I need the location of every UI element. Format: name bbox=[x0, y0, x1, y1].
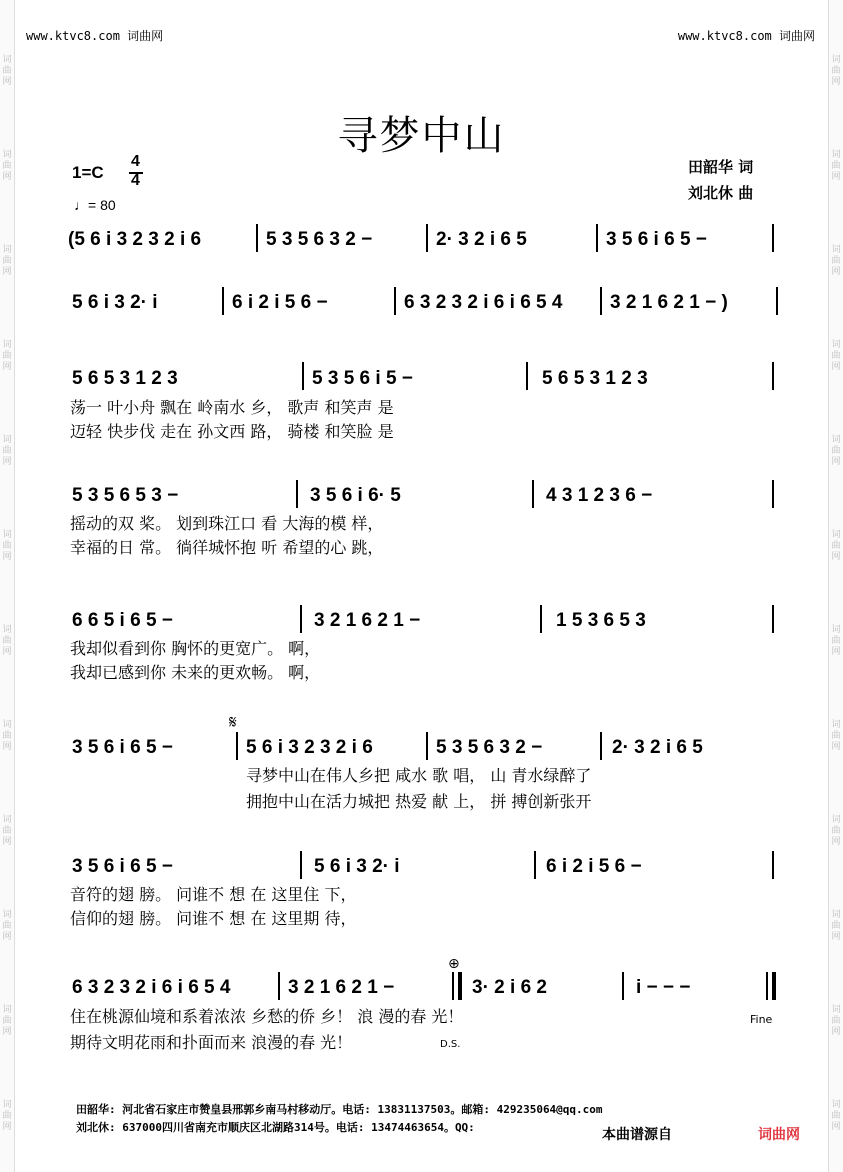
measure-2-3: 6 3 2 3 2 i 6 i 6 5 4 bbox=[404, 292, 563, 313]
tempo-mark: ♩= 80 bbox=[74, 197, 116, 213]
barline bbox=[236, 732, 238, 760]
side-watermark-text: 词 曲 网 bbox=[831, 150, 841, 182]
measure-5-3: 1 5 3 6 5 3 bbox=[556, 610, 646, 631]
side-watermark-text: 词 曲 网 bbox=[2, 340, 12, 372]
lyric-line-5-verse-2: 我却已感到你 未来的更欢畅。 啊， bbox=[70, 663, 321, 682]
side-watermark-text: 词 曲 网 bbox=[831, 1100, 841, 1132]
measure-2-4: 3 2 1 6 2 1 − ) bbox=[610, 292, 728, 313]
lyric-line-7-verse-2: 信仰的翅 膀。 问谁不 想 在 这里期 待， bbox=[70, 909, 357, 928]
lyric-line-8-verse-2: 期待文明花雨和扑面而来 浪漫的春 光！ bbox=[70, 1033, 353, 1052]
side-watermark-text: 词 曲 网 bbox=[831, 245, 841, 277]
lyric-line-4-verse-2: 幸福的日 常。 徜徉城怀抱 听 希望的心 跳， bbox=[70, 538, 384, 557]
measure-7-1: 3 5 6 i 6 5 − bbox=[72, 856, 173, 877]
measure-6-2: 5 6 i 3 2 3 2 i 6 bbox=[246, 737, 373, 758]
side-watermark-text: 词 曲 网 bbox=[831, 340, 841, 372]
barline bbox=[622, 972, 624, 1000]
barline bbox=[772, 224, 774, 252]
barline bbox=[540, 605, 542, 633]
side-watermark-text: 词 曲 网 bbox=[2, 55, 12, 87]
barline bbox=[534, 851, 536, 879]
barline bbox=[776, 287, 778, 315]
left-watermark-strip bbox=[0, 0, 15, 1172]
measure-3-3: 5 6 5 3 1 2 3 bbox=[542, 368, 648, 389]
barline bbox=[772, 362, 774, 390]
barline bbox=[256, 224, 258, 252]
measure-4-3: 4 3 1 2 3 6 − bbox=[546, 485, 653, 506]
composer-credit: 刘北休 曲 bbox=[688, 184, 754, 202]
measure-8-4: i − − − bbox=[636, 977, 691, 998]
site-logo-text[interactable]: 词曲网 bbox=[758, 1127, 800, 1143]
segno-sign: 𝄋 bbox=[229, 712, 237, 733]
barline bbox=[300, 605, 302, 633]
side-watermark-text: 词 曲 网 bbox=[831, 720, 841, 752]
barline bbox=[772, 605, 774, 633]
measure-5-1: 6 6 5 i 6 5 − bbox=[72, 610, 173, 631]
measure-3-1: 5 6 5 3 1 2 3 bbox=[72, 368, 178, 389]
side-watermark-text: 词 曲 网 bbox=[831, 625, 841, 657]
side-watermark-text: 词 曲 网 bbox=[831, 910, 841, 942]
lyric-line-7-verse-1: 音符的翅 膀。 问谁不 想 在 这里住 下， bbox=[70, 885, 357, 904]
side-watermark-text: 词 曲 网 bbox=[2, 1100, 12, 1132]
time-signature-bottom: 4 bbox=[131, 172, 140, 189]
side-watermark-text: 词 曲 网 bbox=[831, 530, 841, 562]
source-label: 本曲谱源自 bbox=[602, 1127, 672, 1143]
barline bbox=[302, 362, 304, 390]
coda-sign: ⊕ bbox=[448, 956, 460, 972]
lyric-line-6-verse-1: 寻梦中山在伟人乡把 咸水 歌 唱， 山 青水绿醉了 bbox=[246, 766, 592, 785]
measure-1-1: (5 6 i 3 2 3 2 i 6 bbox=[68, 229, 202, 250]
measure-8-3: 3· 2 i 6 2 bbox=[472, 977, 547, 998]
lyric-line-8-verse-1: 住在桃源仙境和系着浓浓 乡愁的侨 乡！ 浪 漫的春 光！ bbox=[70, 1007, 464, 1026]
lyricist-credit: 田韶华 词 bbox=[688, 158, 754, 176]
measure-3-2: 5 3 5 6 i 5 − bbox=[312, 368, 413, 389]
ds-mark: D.S. bbox=[440, 1039, 461, 1050]
barline bbox=[300, 851, 302, 879]
lyric-line-5-verse-1: 我却似看到你 胸怀的更宽广。 啊， bbox=[70, 639, 321, 658]
barline bbox=[600, 732, 602, 760]
measure-7-2: 5 6 i 3 2· i bbox=[314, 856, 400, 877]
measure-8-2: 3 2 1 6 2 1 − bbox=[288, 977, 395, 998]
right-watermark-strip bbox=[828, 0, 843, 1172]
side-watermark-text: 词 曲 网 bbox=[831, 55, 841, 87]
side-watermark-text: 词 曲 网 bbox=[2, 815, 12, 847]
barline bbox=[772, 972, 776, 1000]
measure-1-4: 3 5 6 i 6 5 − bbox=[606, 229, 707, 250]
measure-6-4: 2· 3 2 i 6 5 bbox=[612, 737, 703, 758]
side-watermark-text: 词 曲 网 bbox=[2, 720, 12, 752]
side-watermark-text: 词 曲 网 bbox=[831, 815, 841, 847]
song-title: 寻梦中山 bbox=[337, 113, 506, 159]
barline bbox=[458, 972, 462, 1000]
measure-7-3: 6 i 2 i 5 6 − bbox=[546, 856, 642, 877]
lyric-line-3-verse-2: 迈轻 快步伐 走在 孙文西 路， 骑楼 和笑脸 是 bbox=[70, 422, 394, 441]
measure-1-2: 5 3 5 6 3 2 − bbox=[266, 229, 373, 250]
measure-2-2: 6 i 2 i 5 6 − bbox=[232, 292, 328, 313]
measure-5-2: 3 2 1 6 2 1 − bbox=[314, 610, 421, 631]
lyric-line-3-verse-1: 荡一 叶小舟 飘在 岭南水 乡， 歌声 和笑声 是 bbox=[70, 398, 394, 417]
barline bbox=[452, 972, 454, 1000]
barline bbox=[222, 287, 224, 315]
side-watermark-text: 词 曲 网 bbox=[2, 1005, 12, 1037]
barline bbox=[600, 287, 602, 315]
measure-6-1: 3 5 6 i 6 5 − bbox=[72, 737, 173, 758]
measure-6-3: 5 3 5 6 3 2 − bbox=[436, 737, 543, 758]
barline bbox=[532, 480, 534, 508]
side-watermark-text: 词 曲 网 bbox=[2, 910, 12, 942]
measure-8-1: 6 3 2 3 2 i 6 i 6 5 4 bbox=[72, 977, 231, 998]
side-watermark-text: 词 曲 网 bbox=[2, 435, 12, 467]
time-signature-top: 4 bbox=[131, 153, 140, 170]
site-url-right[interactable]: www.ktvc8.com 词曲网 bbox=[677, 29, 815, 43]
barline bbox=[426, 732, 428, 760]
side-watermark-text: 词 曲 网 bbox=[831, 435, 841, 467]
barline bbox=[766, 972, 768, 1000]
barline bbox=[426, 224, 428, 252]
side-watermark-text: 词 曲 网 bbox=[2, 150, 12, 182]
lyric-line-6-verse-2: 拥抱中山在活力城把 热爱 献 上， 拼 搏创新张开 bbox=[246, 792, 592, 811]
measure-1-3: 2· 3 2 i 6 5 bbox=[436, 229, 527, 250]
side-watermark-text: 词 曲 网 bbox=[2, 625, 12, 657]
side-watermark-text: 词 曲 网 bbox=[2, 530, 12, 562]
barline bbox=[394, 287, 396, 315]
lyricist-contact: 田韶华: 河北省石家庄市赞皇县邢郭乡南马村移动厅。电话: 13831137503。邮箱: 429235064@qq.com bbox=[76, 1103, 603, 1116]
barline bbox=[278, 972, 280, 1000]
barline bbox=[772, 851, 774, 879]
barline bbox=[772, 480, 774, 508]
measure-2-1: 5 6 i 3 2· i bbox=[72, 292, 158, 313]
side-watermark-text: 词 曲 网 bbox=[2, 245, 12, 277]
barline bbox=[526, 362, 528, 390]
side-watermark-text: 词 曲 网 bbox=[831, 1005, 841, 1037]
site-url-left[interactable]: www.ktvc8.com 词曲网 bbox=[26, 29, 164, 43]
key-signature: 1=C bbox=[72, 163, 104, 182]
measure-4-1: 5 3 5 6 5 3 − bbox=[72, 485, 179, 506]
lyric-line-4-verse-1: 摇动的双 桨。 划到珠江口 看 大海的模 样， bbox=[70, 514, 384, 533]
measure-4-2: 3 5 6 i 6· 5 bbox=[310, 485, 401, 506]
barline bbox=[596, 224, 598, 252]
composer-contact: 刘北休: 637000四川省南充市顺庆区北湖路314号。电话: 13474463654。QQ: bbox=[76, 1121, 475, 1134]
fine-mark: Fine bbox=[750, 1013, 773, 1026]
barline bbox=[296, 480, 298, 508]
